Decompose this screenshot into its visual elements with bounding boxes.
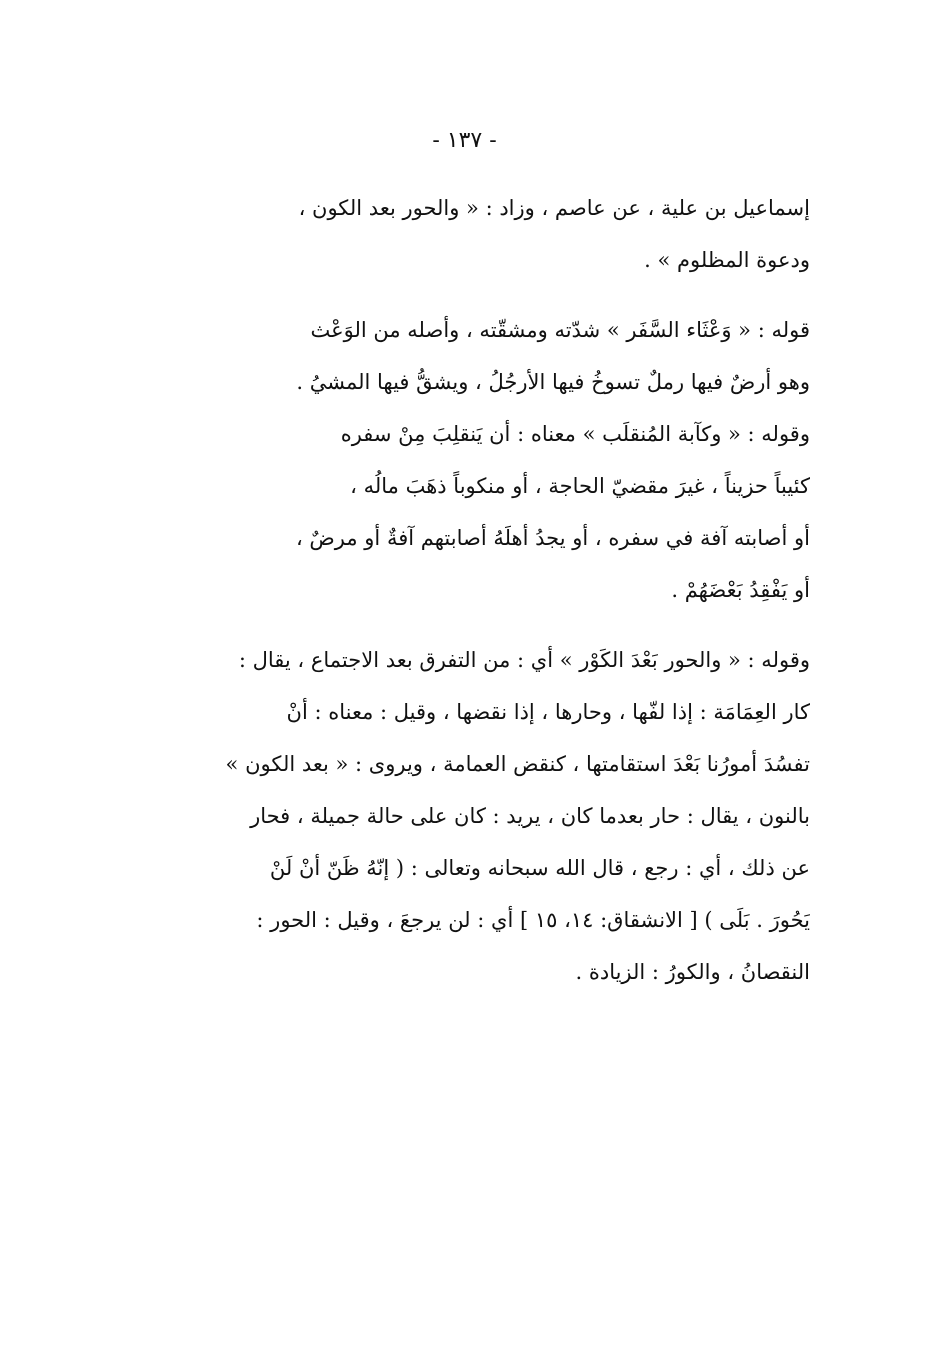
text-line: إسماعيل بن علية ، عن عاصم ، وزاد : « والحور بعد الكون ، xyxy=(298,196,810,220)
text-line: تفسُدَ أمورُنا بَعْدَ استقامتها ، كنقض العمامة ، ويروى : « بعد الكون » xyxy=(225,752,810,776)
text-line: يَحُورَ . بَلَى ) [ الانشقاق: ١٤، ١٥ ] أي : لن يرجعَ ، وقيل : الحور : xyxy=(256,908,810,932)
page-number: - ١٣٧ - xyxy=(432,128,497,153)
text-line: قوله : « وَعْثَاء السَّفَر » شدّته ومشقّته ، وأصله من الوَعْث xyxy=(310,318,810,342)
text-line: بالنون ، يقال : حار بعدما كان ، يريد : كان على حالة جميلة ، فحار xyxy=(250,804,810,828)
paragraph-2 xyxy=(130,304,810,616)
paragraph-1 xyxy=(130,182,810,286)
text-line: أو يَفْقِدُ بَعْضَهُمْ . xyxy=(671,578,810,602)
text-line: أو أصابته آفة في سفره ، أو يجدُ أهلَهُ أصابتهم آفةٌ أو مرضٌ ، xyxy=(295,526,810,550)
paragraph-3 xyxy=(130,634,810,998)
text-line: ودعوة المظلوم » . xyxy=(644,248,810,272)
text-line: وقوله : « وكآبة المُنقلَب » معناه : أن يَنقلِبَ مِنْ سفره xyxy=(340,422,810,446)
text-line: كار العِمَامَة : إذا لفّها ، وحارها ، إذا نقضها ، وقيل : معناه : أنْ xyxy=(286,700,810,724)
text-line: كئيباً حزيناً ، غيرَ مقضيّ الحاجة ، أو منكوباً ذهَبَ مالُه ، xyxy=(350,474,810,498)
text-line: وقوله : « والحور بَعْدَ الكَوْر » أي : من التفرق بعد الاجتماع ، يقال : xyxy=(238,648,810,672)
text-line: النقصانُ ، والكورُ : الزيادة . xyxy=(575,960,810,984)
text-line: وهو أرضٌ فيها رملٌ تسوخُ فيها الأرجُلُ ، ويشقُّ فيها المشيُ . xyxy=(296,370,810,394)
text-line: عن ذلك ، أي : رجع ، قال الله سبحانه وتعالى : ( إنّهُ ظَنّ أنْ لَنْ xyxy=(269,856,810,880)
